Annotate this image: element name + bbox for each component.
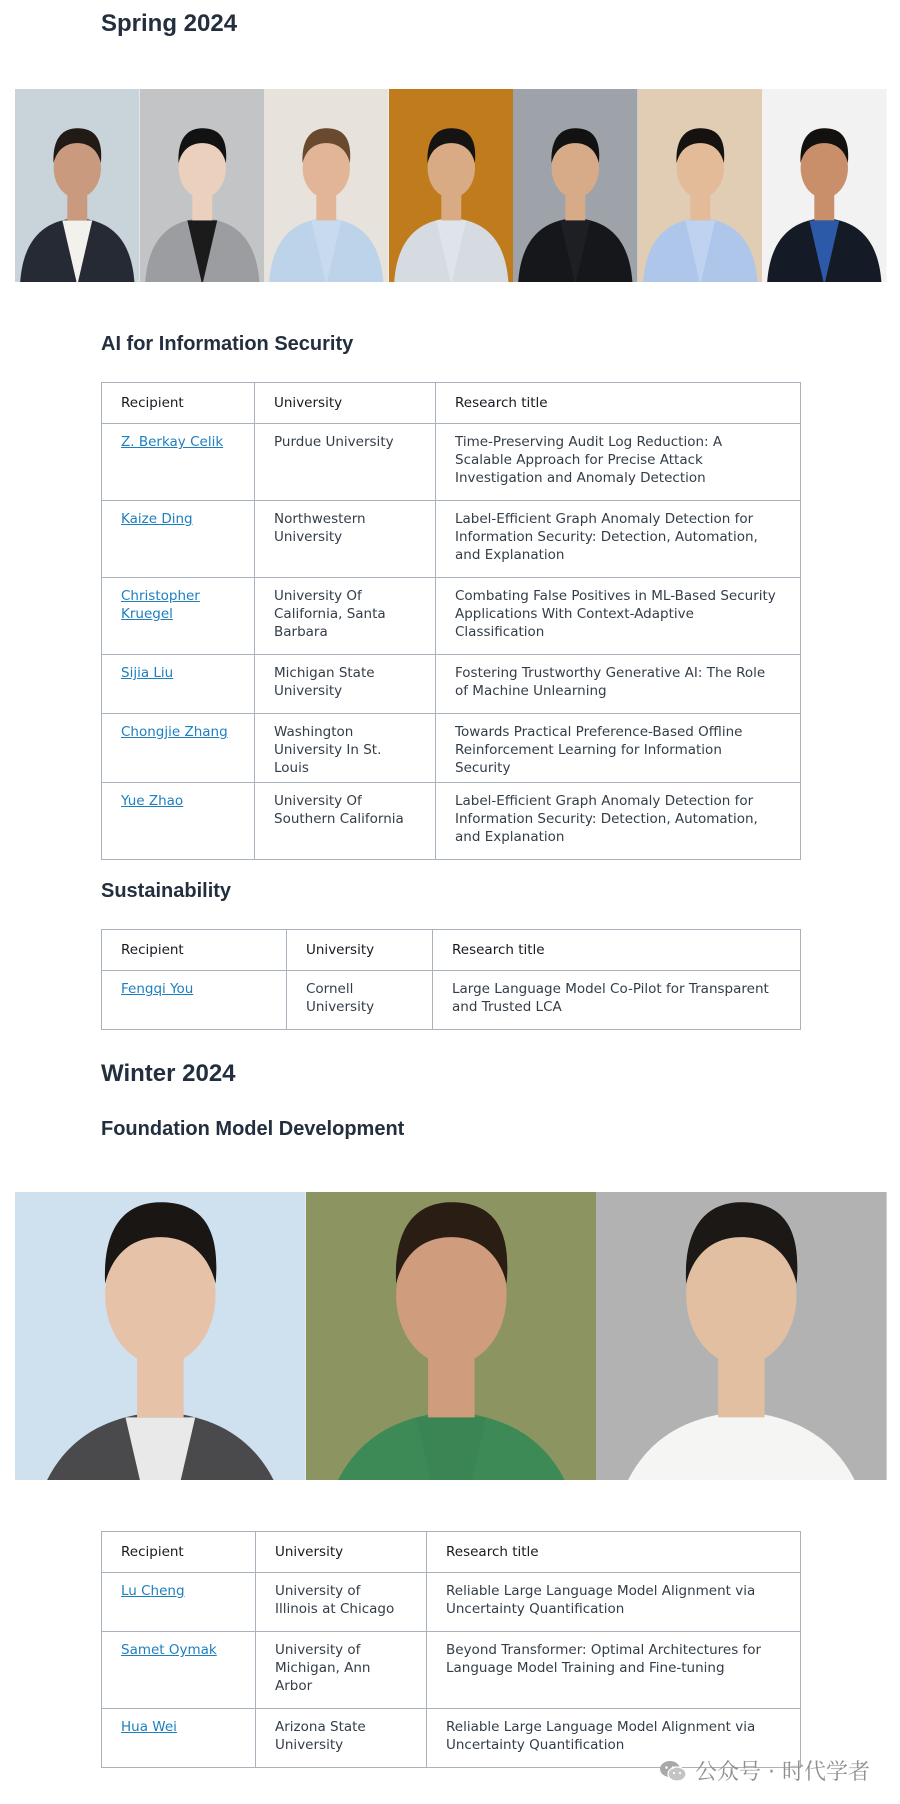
recipient-link[interactable]: Hua Wei [121, 1719, 177, 1735]
table-header-row [102, 383, 801, 424]
section-heading-sustainability: Sustainability [101, 880, 232, 902]
recipient-photo [596, 1192, 887, 1480]
table-row [102, 655, 801, 714]
table-row [102, 783, 801, 860]
table-header-row [102, 930, 801, 971]
recipient-photo [513, 89, 638, 282]
recipient-photo [15, 1192, 306, 1480]
recipient-cell [102, 1573, 256, 1632]
awards-table-ai-security [101, 382, 801, 860]
research-title-cell: Reliable Large Language Model Alignment via Uncertainty Quantification [427, 1709, 801, 1768]
research-title-cell: Towards Practical Preference-Based Offline Reinforcement Learning for Information Security [436, 714, 801, 783]
watermark-text: 公众号 · 时代学者 [695, 1760, 870, 1785]
recipient-cell [102, 714, 255, 783]
recipient-photo [140, 89, 265, 282]
recipient-link[interactable]: Chongjie Zhang [121, 724, 228, 740]
recipient-photo [15, 89, 140, 282]
recipient-link[interactable]: Lu Cheng [121, 1583, 185, 1599]
recipient-link[interactable]: Fengqi You [121, 981, 194, 997]
recipient-cell [102, 501, 255, 578]
section-heading-ai-security: AI for Information Security [101, 333, 354, 355]
university-cell: Cornell University [287, 971, 433, 1030]
recipient-link[interactable]: Christopher Kruegel [121, 588, 200, 622]
recipient-photo [264, 89, 389, 282]
recipient-link[interactable]: Yue Zhao [121, 793, 184, 809]
column-header-research-title: Research title [433, 930, 801, 971]
column-header-university: University [256, 1532, 427, 1573]
recipient-photo [638, 89, 763, 282]
recipient-photo [762, 89, 887, 282]
awards-table-foundation-model [101, 1531, 801, 1768]
research-title-cell: Combating False Positives in ML-Based Security Applications With Context-Adaptive Classification [436, 578, 801, 655]
recipient-cell [102, 424, 255, 501]
recipient-link[interactable]: Kaize Ding [121, 511, 193, 527]
winter-photo-strip [15, 1192, 887, 1480]
recipient-cell [102, 655, 255, 714]
season-heading-winter: Winter 2024 [101, 1060, 236, 1087]
university-cell: University of Michigan, Ann Arbor [256, 1632, 427, 1709]
recipient-photo [306, 1192, 597, 1480]
recipient-cell [102, 971, 287, 1030]
university-cell: Northwestern University [255, 501, 436, 578]
university-cell: Washington University In St. Louis [255, 714, 436, 783]
wechat-icon [659, 1760, 687, 1782]
table-row [102, 424, 801, 501]
research-title-cell: Time-Preserving Audit Log Reduction: A Scalable Approach for Precise Attack Investigation and Anomaly Detection [436, 424, 801, 501]
table-row [102, 714, 801, 783]
recipient-link[interactable]: Sijia Liu [121, 665, 174, 681]
university-cell: Michigan State University [255, 655, 436, 714]
column-header-research-title: Research title [436, 383, 801, 424]
table-row [102, 1632, 801, 1709]
research-title-cell: Beyond Transformer: Optimal Architectures for Language Model Training and Fine-tuning [427, 1632, 801, 1709]
university-cell: Purdue University [255, 424, 436, 501]
section-heading-foundation-model: Foundation Model Development [101, 1118, 405, 1140]
recipient-link[interactable]: Samet Oymak [121, 1642, 217, 1658]
recipient-cell [102, 1632, 256, 1709]
column-header-research-title: Research title [427, 1532, 801, 1573]
research-title-cell: Reliable Large Language Model Alignment via Uncertainty Quantification [427, 1573, 801, 1632]
table-row [102, 501, 801, 578]
research-title-cell: Large Language Model Co-Pilot for Transparent and Trusted LCA [433, 971, 801, 1030]
column-header-recipient: Recipient [102, 1532, 256, 1573]
column-header-recipient: Recipient [102, 930, 287, 971]
table-header-row [102, 1532, 801, 1573]
column-header-university: University [255, 383, 436, 424]
research-title-cell: Fostering Trustworthy Generative AI: The Role of Machine Unlearning [436, 655, 801, 714]
column-header-recipient: Recipient [102, 383, 255, 424]
recipient-cell [102, 783, 255, 860]
recipient-photo [389, 89, 514, 282]
university-cell: University Of California, Santa Barbara [255, 578, 436, 655]
recipient-cell [102, 578, 255, 655]
university-cell: University of Illinois at Chicago [256, 1573, 427, 1632]
table-row [102, 971, 801, 1030]
table-row [102, 1573, 801, 1632]
column-header-university: University [287, 930, 433, 971]
recipient-cell [102, 1709, 256, 1768]
spring-photo-strip [15, 89, 887, 282]
table-row [102, 578, 801, 655]
university-cell: Arizona State University [256, 1709, 427, 1768]
research-title-cell: Label-Efficient Graph Anomaly Detection for Information Security: Detection, Automation, and Explanation [436, 783, 801, 860]
season-heading-spring: Spring 2024 [101, 10, 238, 37]
awards-table-sustainability [101, 929, 801, 1030]
university-cell: University Of Southern California [255, 783, 436, 860]
research-title-cell: Label-Efficient Graph Anomaly Detection for Information Security: Detection, Automation, and Explanation [436, 501, 801, 578]
watermark [659, 1755, 870, 1786]
recipient-link[interactable]: Z. Berkay Celik [121, 434, 224, 450]
